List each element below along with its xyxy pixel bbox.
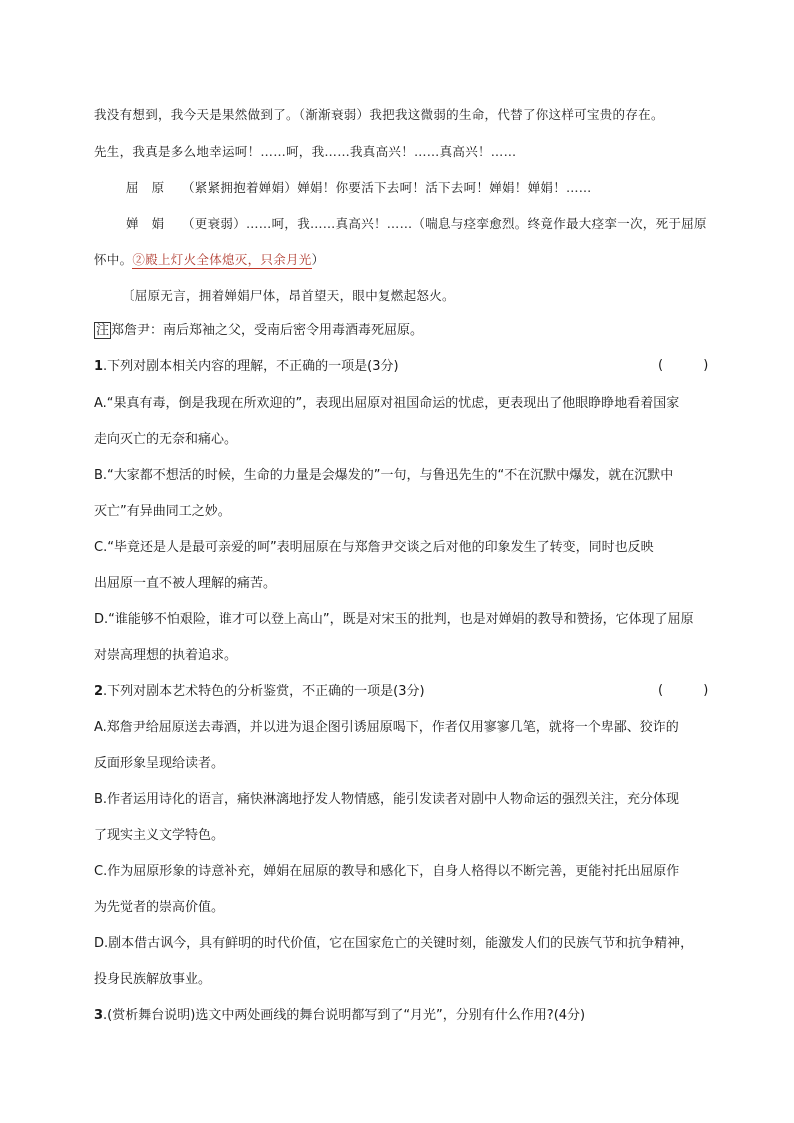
dialogue-line-2: 先生，我真是多么地幸运呵！……呵，我……我真高兴！……真高兴！……	[94, 144, 517, 159]
q1-stem-text: .下列对剧本相关内容的理解，不正确的一项是(3分)	[103, 359, 399, 374]
dialogue-line-5	[94, 251, 324, 269]
q2-option-d-line2: 投身民族解放事业。	[94, 972, 212, 987]
q3-stem	[94, 1007, 585, 1025]
q2-option-b-line2: 了现实主义文学特色。	[94, 828, 225, 843]
q1-answer-blank: ( )	[658, 358, 727, 373]
note-line	[94, 322, 423, 340]
q2-stem-text: .下列对剧本艺术特色的分析鉴赏，不正确的一项是(3分)	[103, 684, 425, 699]
dialogue-pre: 怀中。	[94, 252, 133, 267]
dialogue-post: ）	[311, 252, 325, 267]
dialogue-line-1: 我没有想到，我今天是果然做到了。（渐渐衰弱）我把我这微弱的生命，代替了你这样可宝贵的存在。	[94, 107, 664, 122]
q2-answer-blank: ( )	[658, 683, 727, 698]
q1-option-d-line1: D.“谁能够不怕艰险，谁才可以登上高山”，既是对宋玉的批判，也是对婵娟的教导和赞扬，它体现了屈原	[94, 612, 694, 627]
q1-option-a-line1: A.“果真有毒，倒是我现在所欢迎的”，表现出屈原对祖国命运的忧虑，更表现出了他眼睁睁地看着国家	[94, 396, 680, 411]
q2-option-d-line1: D.剧本借古讽今，具有鲜明的时代价值，它在国家危亡的关键时刻，能激发人们的民族气节和抗争精神，	[94, 936, 694, 951]
dialogue-line-4	[126, 215, 707, 233]
speaker-chanjuan: 婵 娟	[126, 216, 165, 231]
q1-option-c-line2: 出屈原一直不被人理解的痛苦。	[94, 576, 277, 591]
q1-option-b-line1: B.“大家都不想活的时候，生命的力量是会爆发的”一句，与鲁迅先生的“不在沉默中爆发，就在沉默中	[94, 468, 674, 483]
q3-stem-text: .(赏析舞台说明)选文中两处画线的舞台说明都写到了“月光”，分别有什么作用?(4分)	[103, 1008, 586, 1023]
dialogue-line-6: 〔屈原无言，拥着婵娟尸体，昂首望天，眼中复燃起怒火。	[122, 288, 455, 303]
q2-option-a-line1: A.郑詹尹给屈原送去毒酒，并以进为退企图引诱屈原喝下，作者仅用寥寥几笔，就将一个卑鄙、狡诈的	[94, 720, 679, 735]
q1-stem	[94, 358, 399, 376]
q1-option-c-line1: C.“毕竟还是人是最可亲爱的呵”表明屈原在与郑詹尹交谈之后对他的印象发生了转变，同时也反映	[94, 540, 654, 555]
dialogue-text-quyuan: （紧紧拥抱着婵娟）婵娟！你要活下去呵！活下去呵！婵娟！婵娟！……	[182, 180, 592, 195]
dialogue-text-chanjuan: （更衰弱）……呵，我……真高兴！……（喘息与痉挛愈烈。终竟作最大痉挛一次，死于屈原	[182, 216, 707, 231]
q2-option-c-line2: 为先觉者的崇高价值。	[94, 900, 225, 915]
q1-option-a-line2: 走向灭亡的无奈和痛心。	[94, 432, 238, 447]
note-label: 注	[96, 323, 110, 338]
speaker-quyuan: 屈 原	[126, 180, 165, 195]
q2-number: 2	[94, 684, 104, 699]
q3-number: 3	[94, 1008, 104, 1023]
underlined-stage-direction-2: ②殿上灯火全体熄灭，只余月光	[132, 252, 312, 267]
q1-number: 1	[94, 359, 104, 374]
q2-stem	[94, 683, 425, 701]
q1-option-d-line2: 对崇高理想的执着追求。	[94, 648, 238, 663]
q2-option-b-line1: B.作者运用诗化的语言，痛快淋漓地抒发人物情感，能引发读者对剧中人物命运的强烈关注，充分体现	[94, 792, 680, 807]
q2-option-c-line1: C.作为屈原形象的诗意补充，婵娟在屈原的教导和感化下，自身人格得以不断完善，更能衬托出屈原作	[94, 864, 680, 879]
q2-option-a-line2: 反面形象呈现给读者。	[94, 756, 225, 771]
q1-option-b-line2: 灭亡”有异曲同工之妙。	[94, 504, 231, 519]
dialogue-line-3	[126, 179, 592, 197]
note-text: 郑詹尹：南后郑袖之父，受南后密令用毒酒毒死屈原。	[111, 323, 424, 338]
